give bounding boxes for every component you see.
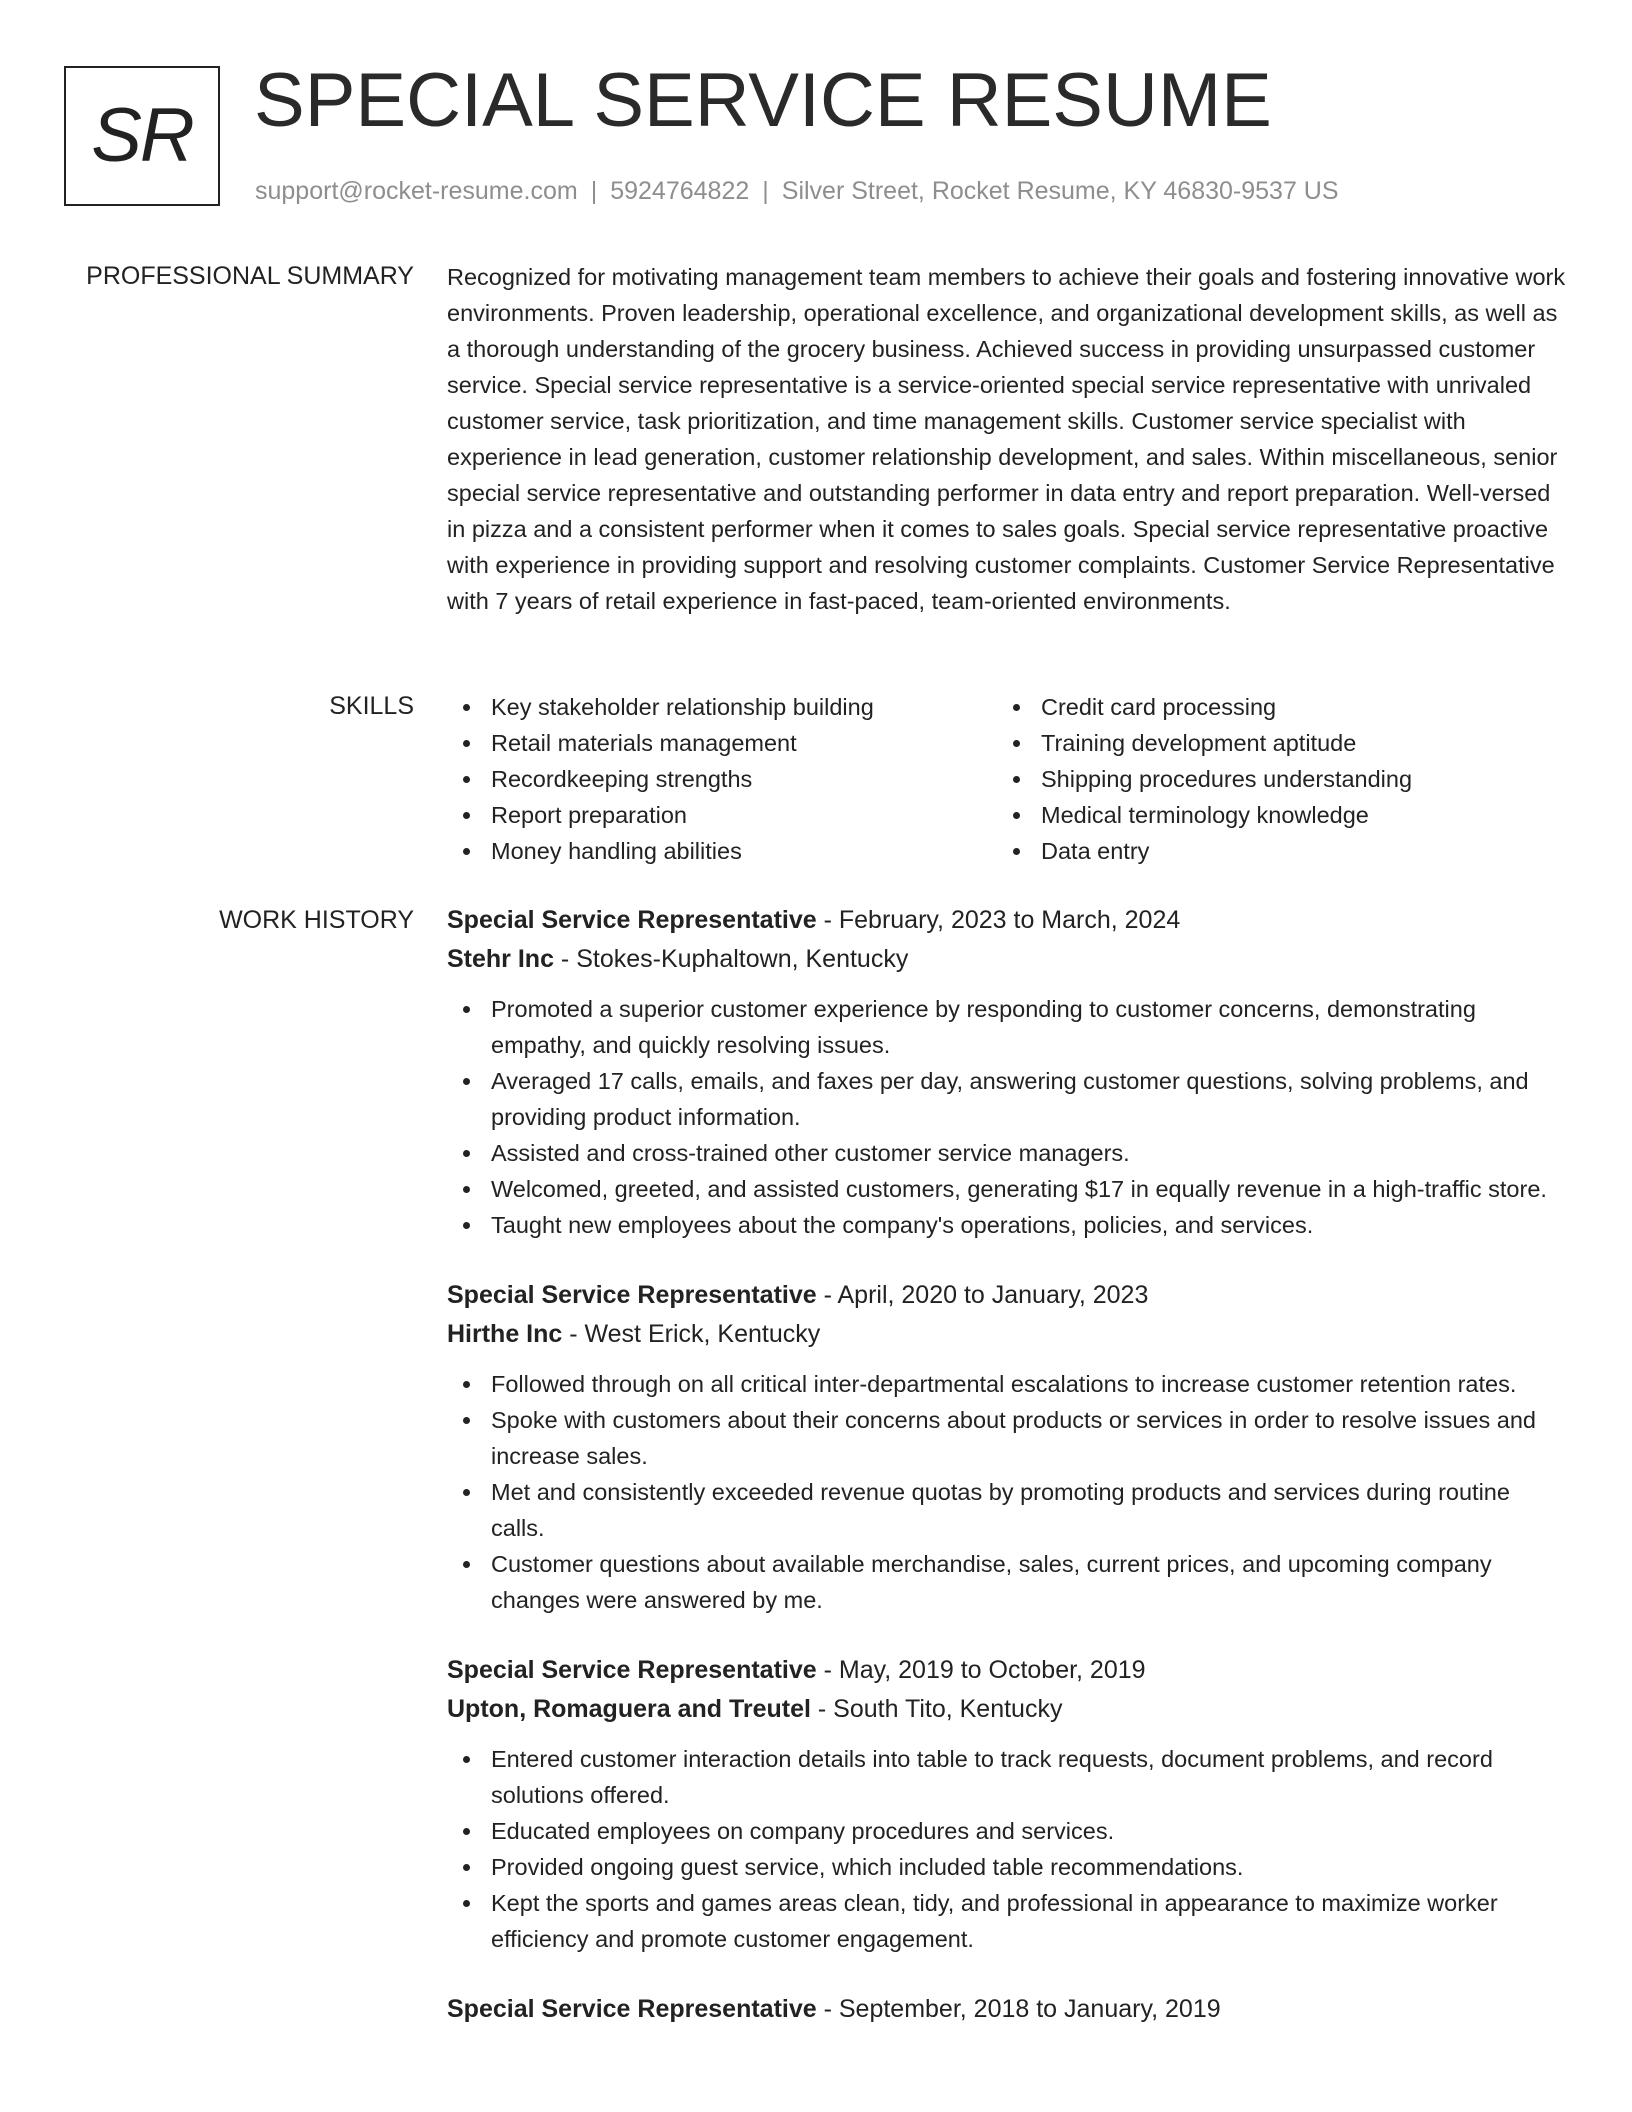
section-label-skills: SKILLS <box>329 692 414 720</box>
skill-item: Shipping procedures understanding <box>997 761 1557 797</box>
job-duties <box>447 991 1567 1243</box>
skills-column-right <box>997 689 1557 869</box>
job-duty: Averaged 17 calls, emails, and faxes per day, answering customer questions, solving problems, and providing product information. <box>447 1063 1567 1135</box>
job-duty: Educated employees on company procedures and services. <box>447 1813 1567 1849</box>
job-duty: Spoke with customers about their concerns about products or services in order to resolve issues and increase sales. <box>447 1402 1567 1474</box>
job-entry <box>447 1276 1567 1618</box>
contact-phone: 5924764822 <box>610 177 750 205</box>
job-title: Special Service Representative <box>447 1995 817 2023</box>
skill-item: Training development aptitude <box>997 725 1557 761</box>
skills-section <box>447 689 1567 869</box>
job-dates: - February, 2023 to March, 2024 <box>816 906 1181 934</box>
contact-email: support@rocket-resume.com <box>255 177 578 205</box>
job-company: Upton, Romaguera and Treutel <box>447 1695 811 1723</box>
skill-item: Credit card processing <box>997 689 1557 725</box>
job-location: - West Erick, Kentucky <box>562 1320 821 1348</box>
job-title-line <box>447 1651 1567 1690</box>
job-duty: Customer questions about available merchandise, sales, current prices, and upcoming company changes were answered by me. <box>447 1546 1567 1618</box>
job-duties <box>447 1366 1567 1618</box>
job-company: Hirthe Inc <box>447 1320 563 1348</box>
job-entry <box>447 901 1567 1243</box>
job-duty: Kept the sports and games areas clean, tidy, and professional in appearance to maximize worker efficiency and promote customer engagement. <box>447 1885 1567 1957</box>
job-title: Special Service Representative <box>447 1656 817 1684</box>
job-entry <box>447 1651 1567 1957</box>
job-title-line <box>447 901 1567 940</box>
job-duty: Taught new employees about the company's operations, policies, and services. <box>447 1207 1567 1243</box>
contact-line <box>255 174 1339 208</box>
contact-separator: | <box>762 177 769 205</box>
monogram-initials: SR <box>91 93 193 178</box>
job-dates: - September, 2018 to January, 2019 <box>816 1995 1221 2023</box>
job-duty: Promoted a superior customer experience by responding to customer concerns, demonstrating empathy, and quickly resolving issues. <box>447 991 1567 1063</box>
job-title-line <box>447 1990 1567 2029</box>
work-history-section <box>447 901 1567 2062</box>
job-title: Special Service Representative <box>447 906 817 934</box>
job-company-line <box>447 1315 1567 1354</box>
summary-text: Recognized for motivating management team members to achieve their goals and fostering innovative work environments. Proven leadership, operational excellence, and organizational development skills, as well as a thorough understanding of the grocery business. Achieved success in providing unsurpassed customer service. Special service representative is a service-oriented special service representative with unrivaled customer service, task prioritization, and time management skills. Customer service specialist with experience in lead generation, customer relationship development, and sales. Within miscellaneous, senior special service representative and outstanding performer in data entry and report preparation. Well-versed in pizza and a consistent performer when it comes to sales goals. Special service representative proactive with experience in providing support and resolving customer complaints. Customer Service Representative with 7 years of retail experience in fast-paced, team-oriented environments. <box>447 264 1566 614</box>
job-location: - Stokes-Kuphaltown, Kentucky <box>553 945 909 973</box>
job-company-line <box>447 1690 1567 1729</box>
resume-title: SPECIAL SERVICE RESUME <box>254 58 1272 143</box>
contact-separator: | <box>590 177 598 205</box>
job-duty: Welcomed, greeted, and assisted customers, generating $17 in equally revenue in a high-traffic store. <box>447 1171 1567 1207</box>
job-duty: Followed through on all critical inter-departmental escalations to increase customer retention rates. <box>447 1366 1567 1402</box>
job-company-line <box>447 940 1567 979</box>
section-label-summary: PROFESSIONAL SUMMARY <box>86 262 414 290</box>
section-label-work-history: WORK HISTORY <box>219 906 414 934</box>
monogram-box <box>64 66 220 206</box>
skill-item: Data entry <box>997 833 1557 869</box>
job-location: - South Tito, Kentucky <box>810 1695 1063 1723</box>
skill-item: Recordkeeping strengths <box>447 761 997 797</box>
job-title: Special Service Representative <box>447 1281 817 1309</box>
job-duty: Entered customer interaction details into table to track requests, document problems, and record solutions offered. <box>447 1741 1567 1813</box>
job-entry <box>447 1990 1567 2029</box>
skill-item: Money handling abilities <box>447 833 997 869</box>
skill-item: Medical terminology knowledge <box>997 797 1557 833</box>
job-title-line <box>447 1276 1567 1315</box>
contact-address: Silver Street, Rocket Resume, KY 46830-9537 US <box>781 177 1339 205</box>
skills-column-left <box>447 689 997 869</box>
skill-item: Report preparation <box>447 797 997 833</box>
job-duty: Assisted and cross-trained other customer service managers. <box>447 1135 1567 1171</box>
job-dates: - April, 2020 to January, 2023 <box>816 1281 1149 1309</box>
job-duty: Met and consistently exceeded revenue quotas by promoting products and services during routine calls. <box>447 1474 1567 1546</box>
job-dates: - May, 2019 to October, 2019 <box>816 1656 1146 1684</box>
job-duties <box>447 1741 1567 1957</box>
job-company: Stehr Inc <box>447 945 554 973</box>
skill-item: Key stakeholder relationship building <box>447 689 997 725</box>
skill-item: Retail materials management <box>447 725 997 761</box>
summary-section <box>447 259 1567 619</box>
skills-list <box>447 689 1567 869</box>
job-duty: Provided ongoing guest service, which included table recommendations. <box>447 1849 1567 1885</box>
